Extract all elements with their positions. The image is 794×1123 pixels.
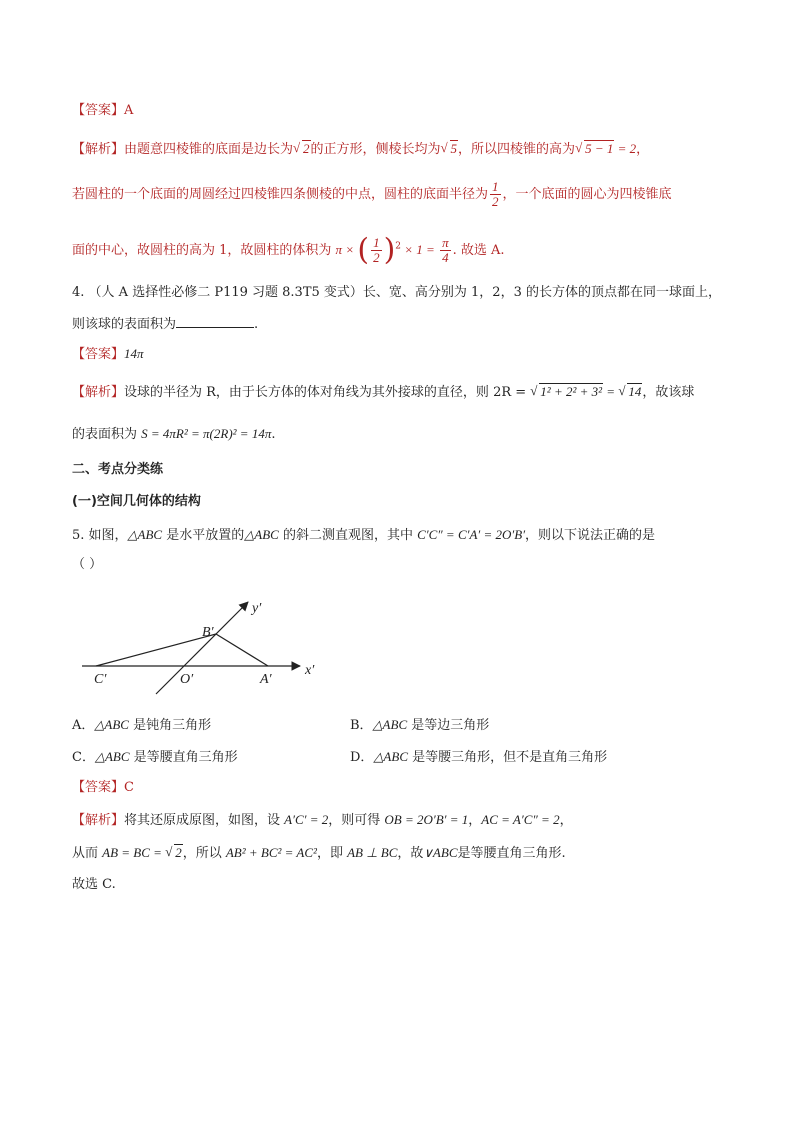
text-seg: 是等腰直角三角形. bbox=[457, 846, 566, 861]
text-seg: ，则可得 bbox=[328, 813, 385, 828]
fraction bbox=[371, 236, 382, 265]
q3-answer-line bbox=[72, 101, 133, 121]
q4-analysis-line-1 bbox=[72, 382, 694, 403]
math-seg: △ABC bbox=[373, 749, 408, 764]
math-seg: AC = A′C″ = 2 bbox=[481, 812, 560, 827]
fraction-den: 4 bbox=[442, 250, 449, 265]
label-y: y′ bbox=[252, 601, 262, 616]
q5-answer-value: C bbox=[124, 780, 134, 795]
fraction-num: π bbox=[442, 235, 449, 250]
sqrt-expr bbox=[618, 382, 642, 402]
exponent: 2 bbox=[395, 241, 402, 252]
sqrt-expr bbox=[530, 382, 603, 402]
option-a bbox=[72, 715, 211, 736]
text-seg: 的表面积为 bbox=[72, 427, 142, 442]
math-seg: OB = 2O′B′ = 1 bbox=[384, 812, 469, 827]
text-seg: 将其还原成原图，如图，设 bbox=[124, 813, 285, 828]
text-seg: ，故 bbox=[397, 846, 424, 861]
label-c: C′ bbox=[94, 672, 107, 687]
sqrt-expr bbox=[165, 843, 183, 863]
text-seg: ，所以 bbox=[182, 846, 226, 861]
sqrt-expr bbox=[575, 139, 614, 159]
sqrt-body: 2 bbox=[303, 141, 310, 156]
text-seg: ，所以四棱锥的高为 bbox=[458, 142, 576, 157]
text-seg: 是水平放置的 bbox=[162, 528, 245, 543]
sqrt-expr bbox=[441, 139, 459, 159]
section-heading: 二、考点分类练 bbox=[72, 462, 164, 477]
option-text: 是钝角三角形 bbox=[128, 718, 212, 733]
text-seg: 若圆柱的一个底面的周圆经过四棱锥四条侧棱的中点，圆柱的底面半径为 bbox=[72, 187, 489, 202]
math-seg: C′C″ = C′A′ = 2O′B′ bbox=[417, 527, 526, 542]
math-seg: AB ⊥ BC bbox=[347, 845, 398, 860]
math-seg: = bbox=[603, 384, 619, 399]
fraction bbox=[440, 236, 451, 265]
q5-answer-line bbox=[72, 778, 134, 798]
answer-tag: 【答案】 bbox=[72, 347, 125, 362]
text-seg: 设球的半径为 R，由于长方体的体对角线为其外接球的直径，则 2R = bbox=[124, 385, 531, 400]
q5-analysis-line-2 bbox=[72, 843, 566, 864]
math-seg: = 2 bbox=[614, 141, 637, 156]
q5-analysis-line-3: 故选 C. bbox=[72, 877, 116, 892]
text-seg: ， bbox=[559, 813, 573, 828]
q4-stem-line-2 bbox=[72, 313, 258, 335]
label-b: B′ bbox=[202, 625, 214, 640]
option-d bbox=[350, 747, 607, 768]
q5-stem-line-2: （ ） bbox=[72, 557, 103, 572]
analysis-tag: 【解析】 bbox=[72, 385, 125, 400]
text-seg: ，故该球 bbox=[642, 385, 695, 400]
text-seg: ，一个底面的圆心为四棱锥底 bbox=[502, 187, 672, 202]
math-seg: △ABC bbox=[244, 527, 279, 542]
q3-analysis-line-1 bbox=[72, 139, 649, 160]
label-a: A′ bbox=[260, 672, 272, 687]
answer-tag: 【答案】 bbox=[72, 780, 125, 795]
math-seg: S = 4πR² = π(2R)² = 14π bbox=[141, 426, 272, 441]
text-seg: 从而 bbox=[72, 846, 103, 861]
text-seg: 的正方形，侧棱长均为 bbox=[310, 142, 441, 157]
option-letter: B． bbox=[350, 718, 373, 733]
math-seg: AB² + BC² = AC² bbox=[225, 845, 317, 860]
math-seg: AB = BC = bbox=[102, 845, 166, 860]
sqrt-body: 14 bbox=[628, 384, 642, 399]
paren-open: ( bbox=[357, 232, 370, 268]
text-seg: ， bbox=[636, 142, 650, 157]
subsection-heading: (一)空间几何体的结构 bbox=[72, 494, 201, 509]
math-seg: △ABC bbox=[372, 717, 408, 732]
sqrt-body: 2 bbox=[175, 845, 182, 860]
math-seg: ∨ABC bbox=[423, 845, 458, 860]
math-seg: π bbox=[335, 242, 343, 257]
q4-answer-value: 14π bbox=[124, 346, 144, 361]
math-seg: × bbox=[342, 242, 358, 257]
analysis-tag: 【解析】 bbox=[72, 142, 125, 157]
text-seg: . bbox=[254, 317, 259, 332]
y-axis bbox=[156, 602, 248, 694]
oblique-projection-figure bbox=[78, 594, 338, 704]
sqrt-body: 5 − 1 bbox=[585, 141, 614, 156]
text-seg: 5. 如图， bbox=[72, 528, 128, 543]
math-seg: △ABC bbox=[127, 527, 163, 542]
q3-analysis-line-2 bbox=[72, 180, 672, 209]
fraction-num: 1 bbox=[373, 235, 380, 250]
sqrt-body: 1² + 2² + 3² bbox=[540, 384, 603, 399]
q4-analysis-line-2 bbox=[72, 424, 275, 445]
segment-ba bbox=[216, 634, 268, 666]
analysis-tag: 【解析】 bbox=[72, 813, 125, 828]
fraction-den: 2 bbox=[373, 250, 380, 265]
text-seg: ，则以下说法正确的是 bbox=[525, 528, 656, 543]
fraction-num: 1 bbox=[492, 179, 499, 194]
sqrt-expr bbox=[293, 139, 311, 159]
segment-cb bbox=[96, 634, 216, 666]
option-letter: A． bbox=[72, 718, 95, 733]
text-seg: 面的中心，故圆柱的高为 1，故圆柱的体积为 bbox=[72, 243, 336, 258]
option-letter: C． bbox=[72, 750, 95, 765]
sqrt-body: 5 bbox=[450, 141, 458, 156]
q4-answer-line bbox=[72, 344, 144, 365]
text-seg: 则该球的表面积为 bbox=[72, 317, 177, 332]
option-text: 是等腰三角形，但不是直角三角形 bbox=[408, 750, 608, 765]
q5-stem-line-1 bbox=[72, 525, 655, 546]
text-seg: ，即 bbox=[316, 846, 348, 861]
math-seg: △ABC bbox=[94, 717, 129, 732]
q3-analysis-line-3 bbox=[72, 232, 505, 268]
text-seg: 的斜二测直观图，其中 bbox=[278, 528, 418, 543]
fraction bbox=[490, 180, 501, 209]
text-seg: . bbox=[271, 427, 276, 442]
option-letter: D． bbox=[350, 750, 374, 765]
label-o: O′ bbox=[180, 672, 194, 687]
option-text: 是等腰直角三角形 bbox=[129, 750, 238, 765]
math-seg: × 1 = bbox=[401, 242, 439, 257]
paren-close: ) bbox=[383, 232, 396, 268]
answer-blank bbox=[176, 313, 254, 328]
text-seg: . 故选 A. bbox=[452, 243, 505, 258]
q3-answer-value: A bbox=[124, 103, 134, 118]
q3-analysis-text bbox=[124, 142, 649, 157]
option-b bbox=[350, 715, 489, 736]
option-c bbox=[72, 747, 238, 768]
math-seg: △ABC bbox=[94, 749, 130, 764]
fraction-den: 2 bbox=[492, 194, 499, 209]
answer-tag: 【答案】 bbox=[72, 103, 125, 118]
text-seg: 由题意四棱锥的底面是边长为 bbox=[124, 142, 294, 157]
q5-analysis-line-1 bbox=[72, 810, 573, 831]
q4-stem-line-1: 4. （人 A 选择性必修二 P119 习题 8.3T5 变式）长、宽、高分别为 1，2，3 的长方体的顶点都在同一球面上， bbox=[72, 285, 721, 300]
label-x: x′ bbox=[305, 663, 315, 678]
option-text: 是等边三角形 bbox=[407, 718, 490, 733]
text-seg: ， bbox=[468, 813, 482, 828]
math-seg: A′C′ = 2 bbox=[284, 812, 329, 827]
